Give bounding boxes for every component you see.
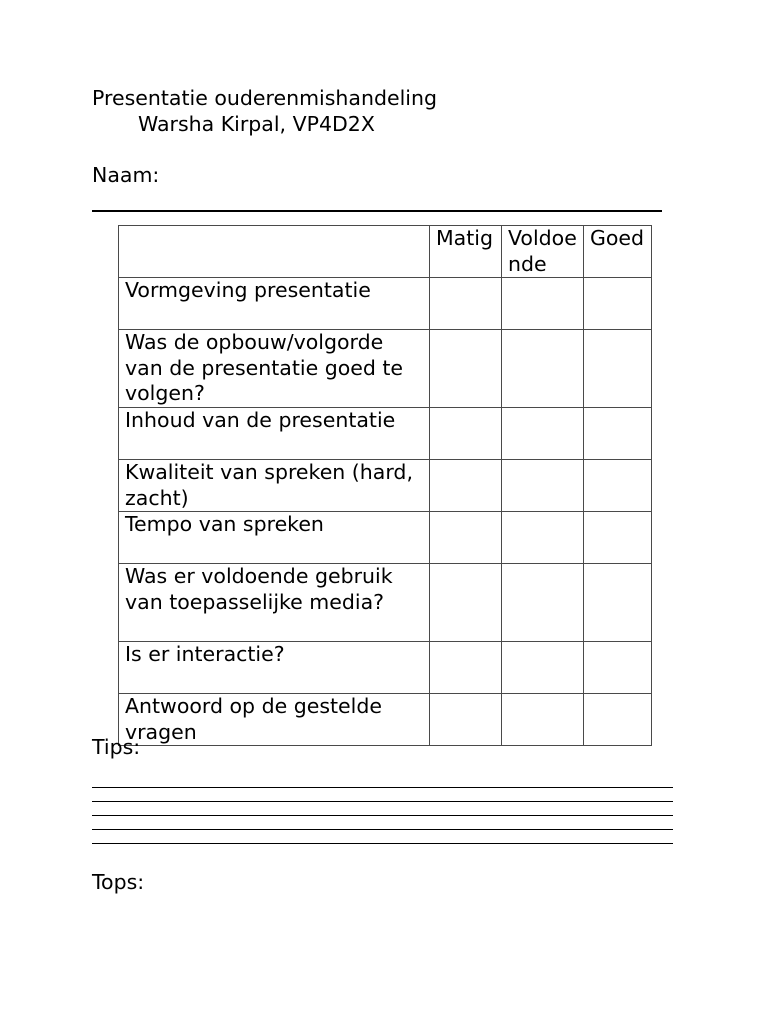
rating-cell-matig[interactable] (430, 642, 502, 694)
criterion-cell: Vormgeving presentatie (119, 278, 430, 330)
rating-cell-goed[interactable] (584, 642, 652, 694)
rating-cell-matig[interactable] (430, 564, 502, 642)
rating-cell-goed[interactable] (584, 278, 652, 330)
table-row (119, 278, 652, 330)
rating-cell-goed[interactable] (584, 512, 652, 564)
rating-cell-goed[interactable] (584, 460, 652, 512)
name-entry-line[interactable] (92, 210, 662, 212)
rating-cell-matig[interactable] (430, 408, 502, 460)
rating-cell-voldoende[interactable] (502, 564, 584, 642)
tips-label: Tips: (92, 735, 141, 759)
table-row (119, 694, 652, 746)
table-row (119, 512, 652, 564)
rating-cell-matig[interactable] (430, 278, 502, 330)
rating-cell-voldoende[interactable] (502, 278, 584, 330)
rating-cell-matig[interactable] (430, 694, 502, 746)
tips-line[interactable] (92, 829, 673, 830)
criterion-cell: Tempo van spreken (119, 512, 430, 564)
table-row (119, 564, 652, 642)
rating-cell-voldoende[interactable] (502, 694, 584, 746)
tips-line[interactable] (92, 815, 673, 816)
criterion-cell: Was er voldoende gebruik van toepasselijke media? (119, 564, 430, 642)
rating-cell-voldoende[interactable] (502, 460, 584, 512)
name-label: Naam: (92, 163, 160, 187)
tops-label: Tops: (92, 870, 145, 894)
criterion-cell: Was de opbouw/volgorde van de presentatie goed te volgen? (119, 330, 430, 408)
criterion-cell: Is er interactie? (119, 642, 430, 694)
table-row (119, 642, 652, 694)
criterion-cell: Antwoord op de gestelde vragen (119, 694, 430, 746)
tips-line[interactable] (92, 787, 673, 788)
document-author: Warsha Kirpal, VP4D2X (138, 112, 375, 136)
tips-line[interactable] (92, 843, 673, 844)
rating-cell-matig[interactable] (430, 330, 502, 408)
table-row (119, 460, 652, 512)
table-row (119, 408, 652, 460)
rating-cell-goed[interactable] (584, 408, 652, 460)
tips-line[interactable] (92, 801, 673, 802)
criterion-cell: Inhoud van de presentatie (119, 408, 430, 460)
header-cell-goed: Goed (584, 226, 652, 278)
header-cell-empty (119, 226, 430, 278)
rating-cell-voldoende[interactable] (502, 408, 584, 460)
criterion-cell: Kwaliteit van spreken (hard, zacht) (119, 460, 430, 512)
rating-cell-voldoende[interactable] (502, 330, 584, 408)
rating-cell-goed[interactable] (584, 564, 652, 642)
header-cell-matig: Matig (430, 226, 502, 278)
table-header-row (119, 226, 652, 278)
document-title: Presentatie ouderenmishandeling (92, 86, 437, 110)
header-cell-voldoende: Voldoende (502, 226, 584, 278)
rating-cell-matig[interactable] (430, 512, 502, 564)
rating-cell-goed[interactable] (584, 694, 652, 746)
table-row (119, 330, 652, 408)
rating-cell-voldoende[interactable] (502, 512, 584, 564)
evaluation-table (118, 225, 652, 746)
rating-cell-goed[interactable] (584, 330, 652, 408)
rating-cell-matig[interactable] (430, 460, 502, 512)
rating-cell-voldoende[interactable] (502, 642, 584, 694)
